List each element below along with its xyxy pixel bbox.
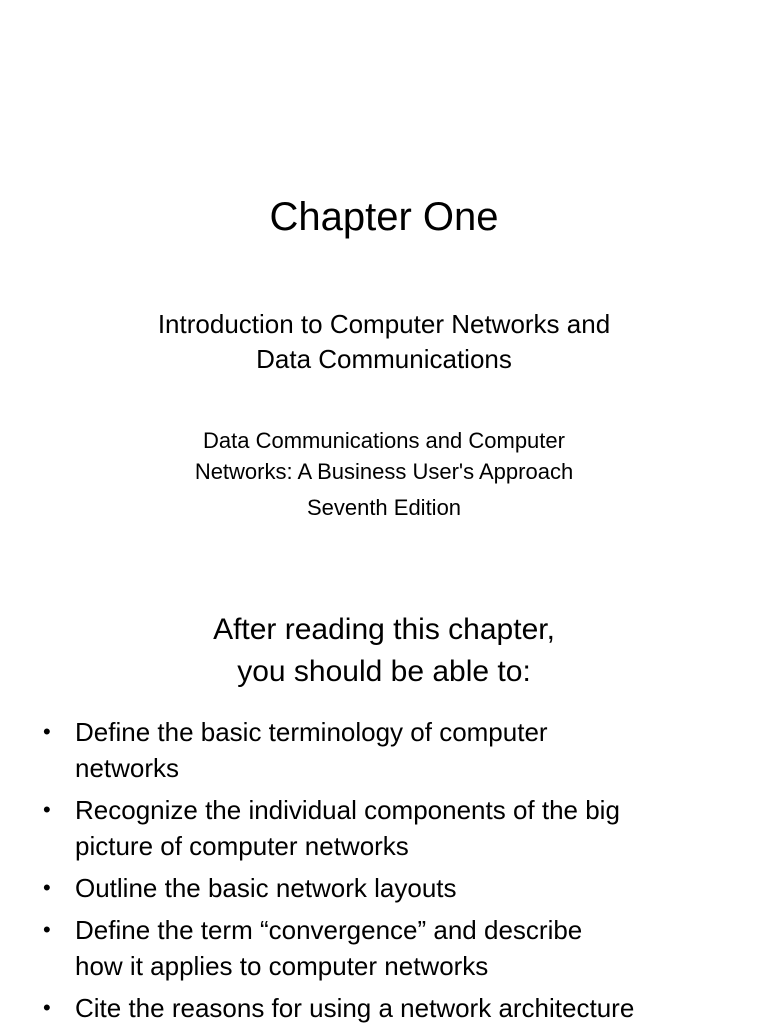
objective-text: Cite the reasons for using a network architecture <box>75 993 635 1023</box>
objective-item <box>0 912 768 984</box>
objectives-heading-line: After reading this chapter, <box>213 613 555 646</box>
objective-text: networks <box>75 753 180 783</box>
objective-item <box>0 714 768 786</box>
book-title-line: Networks: A Business User's Approach <box>194 459 574 484</box>
chapter-subtitle <box>0 307 768 377</box>
objectives-list <box>0 714 768 1024</box>
objectives-heading-line: you should be able to: <box>237 655 531 688</box>
edition-label: Seventh Edition <box>306 495 462 520</box>
objective-text: Outline the basic network layouts <box>75 873 457 903</box>
book-title <box>0 425 768 487</box>
objective-text: Define the basic terminology of computer <box>75 717 548 747</box>
chapter-title: Chapter One <box>269 195 499 239</box>
bullet-icon: • <box>43 719 51 744</box>
objective-text: how it applies to computer networks <box>75 951 489 981</box>
bullet-icon: • <box>43 875 51 900</box>
objective-text: picture of computer networks <box>75 831 409 861</box>
objective-item <box>0 870 768 906</box>
objective-item <box>0 792 768 864</box>
bullet-icon: • <box>43 995 51 1020</box>
objective-text: Recognize the individual components of the big <box>75 795 620 825</box>
objectives-heading <box>0 609 768 693</box>
bullet-icon: • <box>43 797 51 822</box>
bullet-icon: • <box>43 917 51 942</box>
chapter-subtitle-line: Introduction to Computer Networks and <box>157 309 611 339</box>
chapter-subtitle-line: Data Communications <box>256 344 512 374</box>
objective-item <box>0 990 768 1024</box>
objective-text: Define the term “convergence” and describe <box>75 915 583 945</box>
book-title-line: Data Communications and Computer <box>203 428 565 453</box>
